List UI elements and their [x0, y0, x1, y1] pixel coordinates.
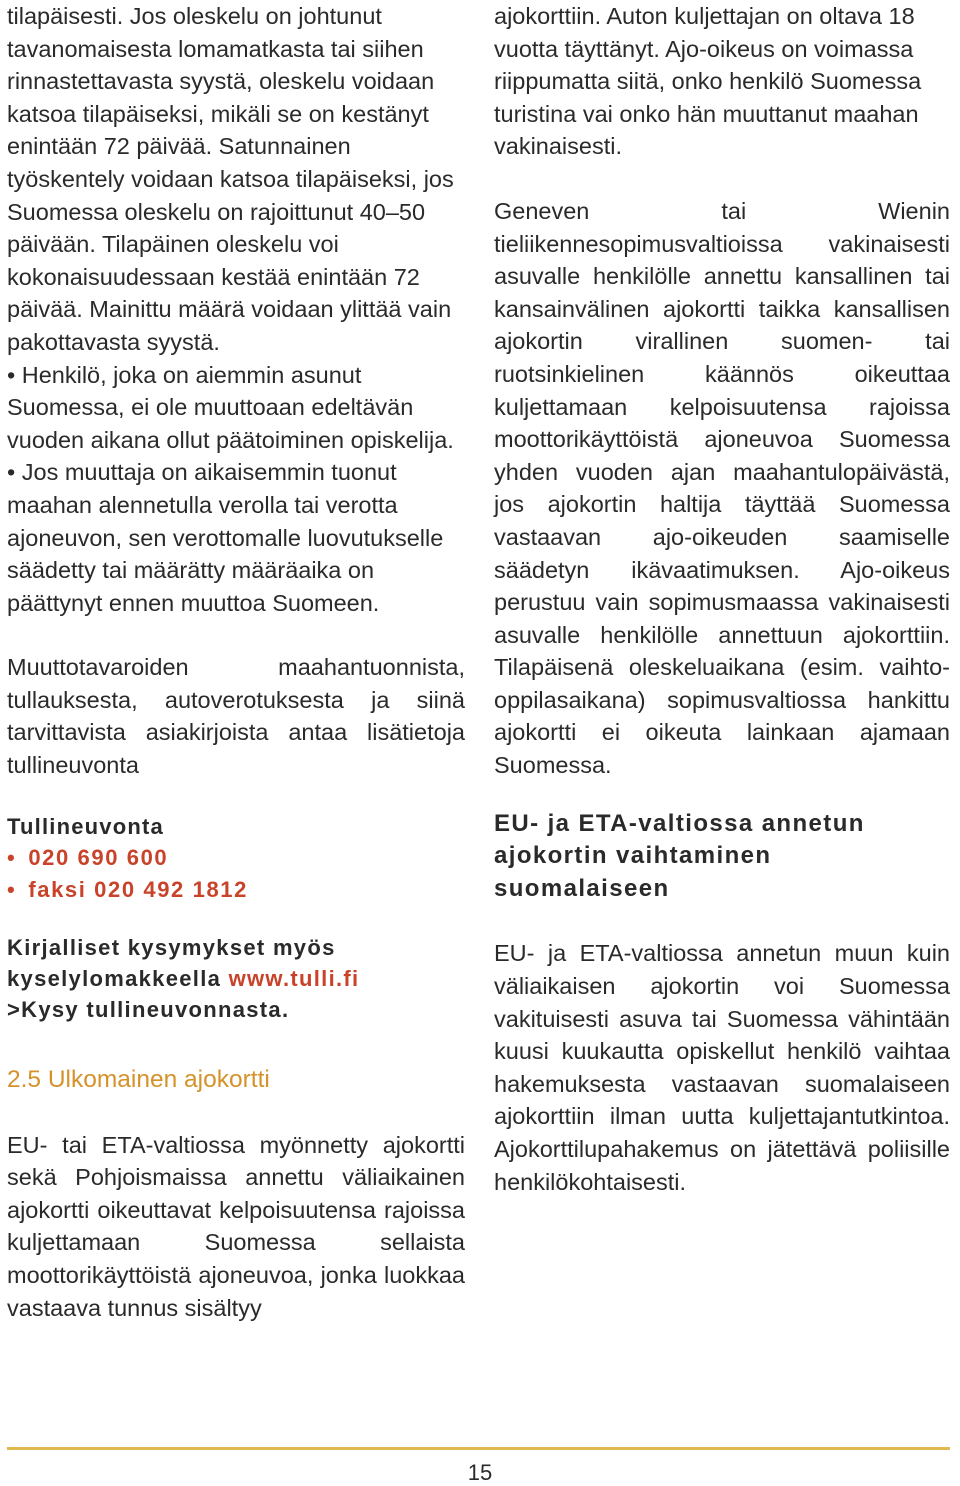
contact-phone[interactable]: • 020 690 600	[7, 844, 169, 870]
right-paragraph-treaty: Geneven tai Wienin tieliikennesopimusvaltioissa vakinaisesti asuvalle henkilölle annettu kansallinen tai kansainvälinen ajokortti taikka kansallisen ajokortin virallinen suomen- tai ruotsinkielinen käännös oikeuttaa kuljettamaan kelpoisuutensa rajoissa moottorikäyttöistä ajoneuvoa Suomessa yhden vuoden ajan maahantulopäivästä, jos ajokortin haltija täyttää Suomessa vastaavan ajo-oikeuden saamiselle säädetyn ikävaatimuksen. Ajo-oikeus perustuu vain sopimusmaassa vakinaisesti asuvalle henkilölle annettuun ajokorttiin. Tilapäisenä oleskeluaikana (esim. vaihto-oppilasaikana) sopimusvaltiossa hankittu ajokortti ei oikeuta lainkaan ajamaan Suomessa.	[494, 197, 950, 779]
written-questions-text: Kirjalliset kysymykset myös kyselylomakkeella	[7, 934, 336, 991]
left-column	[7, 0, 465, 1324]
left-paragraph-license: EU- tai ETA-valtiossa myönnetty ajokortti sekä Pohjoismaissa annettu väliaikainen ajokortti oikeuttavat kelpoisuutensa rajoissa kuljettamaan Suomessa sellaista moottorikäyttöistä ajoneuvoa, jonka luokkaa vastaava tunnus sisältyy	[7, 1131, 465, 1321]
contact-list	[7, 842, 465, 906]
section-heading-foreign-license: 2.5 Ulkomainen ajokortti	[7, 1065, 270, 1093]
right-paragraph-exchange: EU- ja ETA-valtiossa annetun muun kuin väliaikaisen ajokortin voi Suomessa vakituisesti asuva tai Suomessa vähintään kuusi kuukautta opiskellut henkilö vaihtaa hakemuksesta vastaavan suomalaiseen ajokorttiin ilman uutta kuljettajantutkintoa. Ajokorttilupahakemus on jätettävä poliisille henkilökohtaisesti.	[494, 940, 950, 1195]
written-questions	[7, 932, 465, 1025]
bullet-icon: •	[7, 844, 17, 870]
contact-title: Tullineuvonta	[7, 813, 164, 839]
contact-block	[7, 812, 465, 906]
section-heading-license-exchange: EU- ja ETA-valtiossa annetun ajokortin vaihtaminen suomalaiseen	[494, 809, 865, 902]
footer-rule	[7, 1447, 950, 1450]
bullet-vehicle-import: • Jos muuttaja on aikaisemmin tuonut maahan alennetulla verolla tai verotta ajoneuvon, sen verottomalle luovutukselle säädetty tai määrätty määräaika on päättynyt ennen muuttoa Suomeen.	[7, 459, 444, 616]
right-paragraph-1: ajokorttiin. Auton kuljettajan on oltava 18 vuotta täyttänyt. Ajo-oikeus on voimassa riippumatta siitä, onko henkilö Suomessa turistina vai onko hän muuttanut maahan vakinaisesti.	[494, 3, 922, 160]
contact-fax[interactable]: • faksi 020 492 1812	[7, 876, 248, 902]
bullet-student: • Henkilö, joka on aiemmin asunut Suomessa, ei ole muuttoaan edeltävän vuoden aikana ollut päätoiminen opiskelija.	[7, 361, 454, 453]
left-paragraph-1: tilapäisesti. Jos oleskelu on johtunut tavanomaisesta lomamatkasta tai siihen rinnastettavasta syystä, oleskelu voidaan katsoa tilapäiseksi, mikäli se on kestänyt enintään 72 päivää. Satunnainen työskentely voidaan katsoa tilapäiseksi, jos Suomessa oleskelu on rajoittunut 40–50 päivään. Tilapäinen oleskelu voi kokonaisuudessaan kestää enintään 72 päivää. Mainittu määrä voidaan ylittää vain pakottavasta syystä.	[7, 3, 454, 355]
written-questions-path: >Kysy tullineuvonnasta.	[7, 996, 290, 1022]
customs-info-paragraph: Muuttotavaroiden maahantuonnista, tullauksesta, autoverotuksesta ja siinä tarvittavista asiakirjoista antaa lisätietoja tullineuvonta	[7, 654, 465, 779]
right-column	[494, 0, 950, 1198]
tulli-link[interactable]: www.tulli.fi	[228, 965, 360, 991]
page-number: 15	[467, 1460, 493, 1485]
bullet-icon: •	[7, 876, 17, 902]
